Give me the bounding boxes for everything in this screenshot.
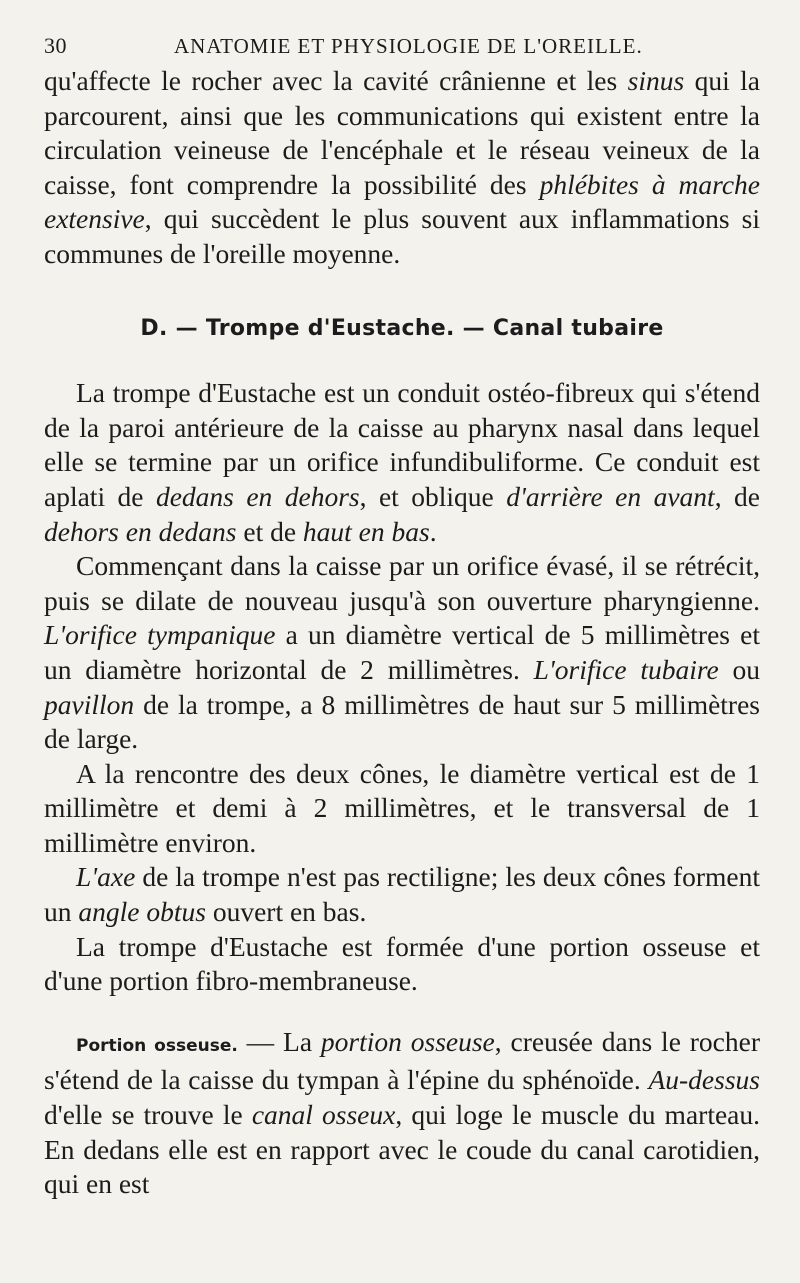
text-run: ouvert en bas.	[205, 896, 367, 928]
body-text	[44, 64, 760, 1202]
paragraph-2	[44, 376, 760, 549]
paragraph-3	[44, 549, 760, 757]
italic-run: angle obtus	[78, 896, 206, 928]
section-heading: D. — Trompe d'Eustache. — Canal tubaire	[140, 315, 664, 341]
italic-run: dedans en dehors	[155, 480, 360, 512]
text-run: — La	[237, 1025, 321, 1057]
text-run: A la rencontre des deux cônes, le diamètre vertical est de 1 millimètre et demi à 2 millimètres, et le transversal de 1 millimètre environ.	[44, 757, 760, 858]
text-run: .	[429, 515, 437, 547]
italic-run: L'orifice tympanique	[44, 619, 276, 651]
text-run: et de	[236, 515, 303, 547]
text-run: ou	[718, 653, 760, 685]
running-head	[44, 28, 760, 64]
text-run: a un diamètre vertical de 5 millimètres et un diamètre horizontal de 2 millimètres.	[44, 619, 761, 685]
text-run: , de	[714, 480, 760, 512]
text-run: , creusée dans le rocher s'étend de la caisse du tympan à l'épine du sphénoïde.	[44, 1025, 760, 1096]
text-run: , et oblique	[359, 480, 507, 512]
subsection-heading: Portion osseuse.	[76, 1035, 238, 1056]
italic-run: pavillon	[44, 688, 135, 720]
italic-run: dehors en dedans	[44, 515, 237, 547]
running-title: ANATOMIE ET PHYSIOLOGIE DE L'OREILLE.	[174, 34, 643, 58]
page-number: 30	[44, 33, 67, 58]
text-run: qu'affecte le rocher avec la cavité crânienne et les	[44, 65, 628, 96]
italic-run: portion osseuse	[320, 1025, 495, 1057]
text-run: , qui loge le muscle du marteau. En dedans elle est en rapport avec le coude du canal carotidien, qui en est	[44, 1099, 760, 1200]
text-run: d'elle se trouve le	[44, 1099, 252, 1131]
text-run: de la trompe n'est pas rectiligne; les deux cônes forment un	[44, 861, 760, 928]
italic-run: haut en bas	[302, 515, 430, 547]
italic-run: canal osseux	[251, 1099, 396, 1131]
paragraph-4	[44, 757, 760, 861]
italic-run: sinus	[627, 65, 685, 96]
italic-run: L'orifice tubaire	[533, 653, 719, 685]
text-run: , qui succèdent le plus souvent aux inflammations si communes de l'oreille moyenne.	[44, 203, 760, 269]
paragraph-1	[44, 64, 760, 272]
text-run: Commençant dans la caisse par un orifice évasé, il se rétrécit, puis se dilate de nouveau jusqu'à son ouverture pharyngienne.	[44, 550, 760, 616]
paragraph-7	[44, 1025, 760, 1202]
text-run: La trompe d'Eustache est un conduit ostéo-fibreux qui s'étend de la paroi antérieure de la caisse au pharynx nasal dans lequel elle se termine par un orifice infundibuliforme. Ce conduit est aplati de	[44, 377, 760, 512]
italic-run: d'arrière en avant	[506, 480, 715, 512]
italic-run: phlébites à marche extensive	[44, 168, 760, 235]
text-run: La trompe d'Eustache est formée d'une portion osseuse et d'une portion fibro-membraneuse.	[44, 930, 760, 997]
text-run: de la trompe, a 8 millimètres de haut sur 5 millimètres de large.	[44, 688, 760, 755]
text-run: qui la parcourent, ainsi que les communications qui existent entre la circulation veineuse de l'encéphale et le réseau veineux de la caisse, font comprendre la possibilité des	[44, 65, 760, 200]
paragraph-5	[44, 860, 760, 929]
italic-run: L'axe	[76, 861, 136, 893]
italic-run: Au-dessus	[648, 1064, 760, 1096]
paragraph-6	[44, 930, 760, 999]
